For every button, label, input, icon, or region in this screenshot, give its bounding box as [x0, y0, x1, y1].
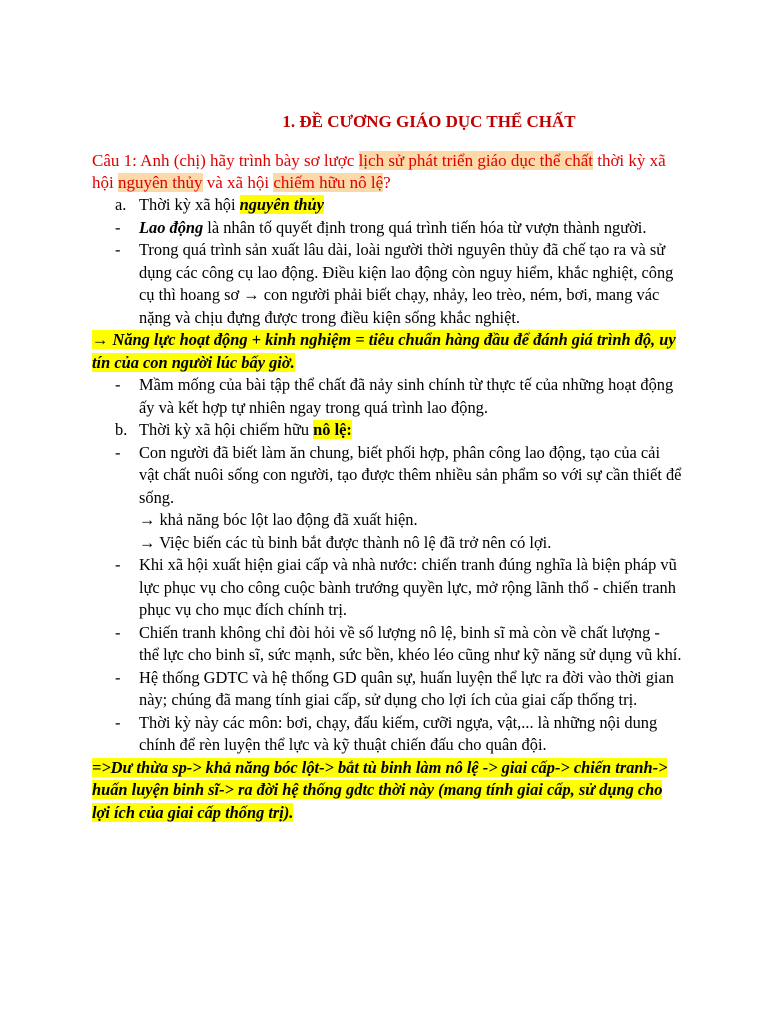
conclusion-text: → Năng lực hoạt động + kinh nghiệm = tiêu chuẩn hàng đầu để đánh giá trình độ, uy tín của con người lúc bấy giờ. — [92, 330, 676, 372]
list-marker: - — [115, 555, 121, 574]
item-text: Trong quá trình sản xuất lâu dài, loài người thời nguyên thủy đã chế tạo ra và sử dụng các công cụ lao động. Điều kiện lao động còn nguy hiểm, khắc nghiệt, công cụ thì hoang sơ → con người phải biết chạy, nhảy, leo trèo, ném, bơi, mang vác nặng và chịu đựng được trong điều kiện sống khắc nghiệt. — [139, 240, 674, 327]
list-marker: - — [115, 442, 121, 462]
list-item — [92, 622, 682, 667]
item-text: Mầm mống của bài tập thể chất đã nảy sinh chính từ thực tế của những hoạt động ấy và kết hợp tự nhiên ngay trong quá trình lao động. — [139, 375, 674, 417]
list-marker: - — [115, 375, 121, 394]
bold-term: Lao động — [139, 217, 204, 237]
question-highlight: nguyên thủy — [117, 173, 203, 192]
section-text: Thời kỳ xã hội chiếm hữu — [139, 420, 314, 439]
list-marker: a. — [115, 195, 127, 214]
item-text: Thời kỳ này các môn: bơi, chạy, đấu kiếm, cưỡi ngựa, vật,... là những nội dung chính để rèn luyện thể lực và kỹ thuật chiến đấu cho quân đội. — [139, 712, 658, 754]
list-item — [92, 442, 682, 510]
list-marker: - — [115, 217, 121, 237]
item-text: Con người đã biết làm ăn chung, biết phối hợp, phân công lao động, tạo của cải vật chất nuôi sống con người, tạo được thêm nhiều sản phẩm so với sự cần thiết để sống. — [139, 442, 682, 507]
conclusion-b — [92, 757, 682, 825]
list-item — [92, 554, 682, 622]
question-text: Câu 1: Anh (chị) hãy trình bày sơ lược — [92, 151, 359, 170]
section-highlight: nô lệ: — [313, 420, 352, 439]
list-item — [92, 712, 682, 757]
section-b-heading — [92, 419, 682, 442]
list-item — [92, 667, 682, 712]
answer-body — [92, 194, 682, 824]
question-highlight: chiếm hữu nô lệ — [273, 173, 384, 192]
list-item — [92, 374, 682, 419]
question-text: thời kỳ xã hội — [92, 151, 666, 192]
conclusion-text: =>Dư thừa sp-> khả năng bóc lột-> bắt tù binh làm nô lệ -> giai cấp-> chiến tranh-> huấn luyện binh sĩ-> ra đời hệ thống gdtc thời này (mang tính giai cấp, sử dụng cho lợi ích của giai cấp thống trị). — [92, 757, 668, 822]
item-text: là nhân tố quyết định trong quá trình tiến hóa từ vượn thành người. — [203, 217, 647, 237]
conclusion-a — [92, 329, 682, 374]
question-text: ? — [383, 173, 391, 192]
list-marker: - — [115, 712, 121, 732]
item-text: Khi xã hội xuất hiện giai cấp và nhà nước: chiến tranh đúng nghĩa là biện pháp vũ lực phục vụ cho công cuộc bành trướng quyền lực, mở rộng lãnh thổ - chiến tranh phục vụ cho mục đích chính trị. — [139, 555, 677, 619]
list-item — [92, 217, 682, 240]
section-a-heading — [92, 194, 682, 217]
list-marker: - — [115, 667, 121, 687]
question-text: và xã hội — [202, 173, 274, 192]
list-marker: - — [115, 240, 121, 259]
sub-item: → Việc biến các tù binh bắt được thành nô lệ đã trở nên có lợi. — [139, 532, 552, 552]
item-text: Hệ thống GDTC và hệ thống GD quân sự, huấn luyện thể lực ra đời vào thời gian này; chúng đã mang tính giai cấp, sử dụng cho lợi ích của giai cấp thống trị. — [139, 667, 674, 709]
section-text: Thời kỳ xã hội — [139, 195, 240, 214]
page-title: 1. ĐỀ CƯƠNG GIÁO DỤC THỂ CHẤT — [282, 112, 576, 131]
sub-item: → khả năng bóc lột lao động đã xuất hiện. — [139, 510, 418, 529]
item-text: Chiến tranh không chỉ đòi hỏi về số lượng nô lệ, binh sĩ mà còn về chất lượng - thể lực cho binh sĩ, sức mạnh, sức bền, khéo léo cũng như kỹ năng sử dụng vũ khí. — [139, 622, 682, 664]
list-marker: b. — [115, 420, 128, 439]
list-item — [92, 239, 682, 329]
question-1 — [92, 150, 682, 194]
list-marker: - — [115, 622, 121, 642]
question-highlight: lịch sử phát triển giáo dục thể chất — [358, 151, 593, 170]
section-highlight: nguyên thủy — [239, 195, 324, 214]
